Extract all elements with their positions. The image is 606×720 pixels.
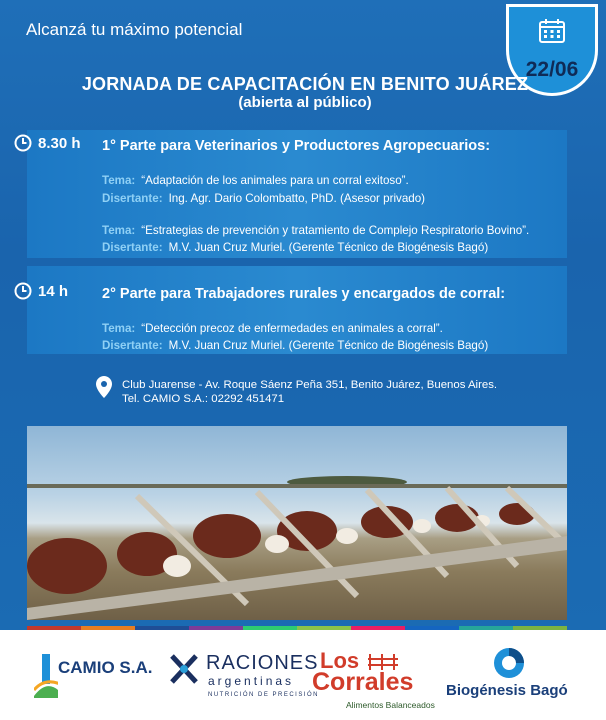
event-title: JORNADA DE CAPACITACIÓN EN BENITO JUÁREZ xyxy=(81,74,529,94)
phone: Tel. CAMIO S.A.: 02292 451471 xyxy=(122,393,285,405)
stripe-segment xyxy=(297,626,351,630)
raciones-word: RACIONES xyxy=(206,652,319,674)
tema-label: Tema: xyxy=(102,174,136,187)
session-2-time-row xyxy=(14,282,68,300)
stripe-segment xyxy=(81,626,135,630)
disertante-text: Ing. Agr. Dario Colombatto, PhD. (Asesor privado) xyxy=(168,192,426,205)
tema-text: “Detección precoz de enfermedades en animales a corral”. xyxy=(141,322,443,335)
tema-text: “Adaptación de los animales para un corral exitoso”. xyxy=(141,174,409,187)
cattle-illustration xyxy=(27,426,567,620)
tema-label: Tema: xyxy=(102,322,136,335)
session-2-title: 2° Parte para Trabajadores rurales y encargados de corral: xyxy=(102,286,506,302)
disertante-label: Disertante: xyxy=(102,192,163,205)
clock-icon xyxy=(14,134,32,152)
disertante-label: Disertante: xyxy=(102,339,163,352)
sponsor-logos xyxy=(0,640,606,720)
clock-icon xyxy=(14,282,32,300)
stripe-segment xyxy=(243,626,297,630)
stripe-segment xyxy=(189,626,243,630)
camio-name: CAMIO S.A. xyxy=(58,658,153,677)
disertante-text: M.V. Juan Cruz Muriel. (Gerente Técnico de Biogénesis Bagó) xyxy=(168,339,489,352)
stripe-segment xyxy=(405,626,459,630)
session-2-talk-1-disertante xyxy=(102,339,488,352)
calendar-icon xyxy=(538,18,566,44)
session-1-talk-1-tema xyxy=(102,174,409,187)
tema-text: “Estrategias de prevención y tratamiento de Complejo Respiratorio Bovino”. xyxy=(141,224,530,237)
session-1-time: 8.30 h xyxy=(38,134,81,152)
session-1-talk-2-disertante xyxy=(102,241,488,254)
corrales-los: Los xyxy=(320,648,360,673)
raciones-sub: argentinas xyxy=(208,674,295,688)
biogenesis-name: Biogénesis Bagó xyxy=(446,682,568,699)
session-2-talk-1-tema xyxy=(102,322,443,335)
disertante-text: M.V. Juan Cruz Muriel. (Gerente Técnico de Biogénesis Bagó) xyxy=(168,241,489,254)
disertante-label: Disertante: xyxy=(102,241,163,254)
raciones-tagline: NUTRICIÓN DE PRECISIÓN xyxy=(208,692,320,698)
camio-logo-mark xyxy=(34,652,58,698)
raciones-logo-mark xyxy=(168,652,200,686)
stripe-segment xyxy=(459,626,513,630)
event-subtitle: (abierta al público) xyxy=(238,94,372,111)
session-1-talk-2-tema xyxy=(102,224,529,237)
session-2-time: 14 h xyxy=(38,282,69,300)
stripe-segment xyxy=(135,626,189,630)
feedlot-photo xyxy=(27,426,567,620)
location-text xyxy=(122,378,497,406)
address: Club Juarense - Av. Roque Sáenz Peña 351, Benito Juárez, Buenos Aires. xyxy=(122,379,498,391)
camio-logo xyxy=(34,652,153,703)
stripe-segment xyxy=(351,626,405,630)
corrales-tagline: Alimentos Balanceados xyxy=(346,700,435,710)
stripe-segment xyxy=(513,626,567,630)
event-date: 22/06 xyxy=(525,58,579,81)
biogenesis-logo-mark xyxy=(492,646,526,680)
corrales-name: Corrales xyxy=(312,668,414,696)
location-pin-icon xyxy=(96,376,112,398)
session-1-title: 1° Parte para Veterinarios y Productores Agropecuarios: xyxy=(102,138,491,154)
raciones-logo xyxy=(168,652,320,698)
tema-label: Tema: xyxy=(102,224,136,237)
color-stripe xyxy=(27,626,567,630)
tagline: Alcanzá tu máximo potencial xyxy=(26,20,243,39)
stripe-segment xyxy=(27,626,81,630)
session-1-time-row xyxy=(14,134,81,152)
session-1-talk-1-disertante xyxy=(102,192,425,205)
